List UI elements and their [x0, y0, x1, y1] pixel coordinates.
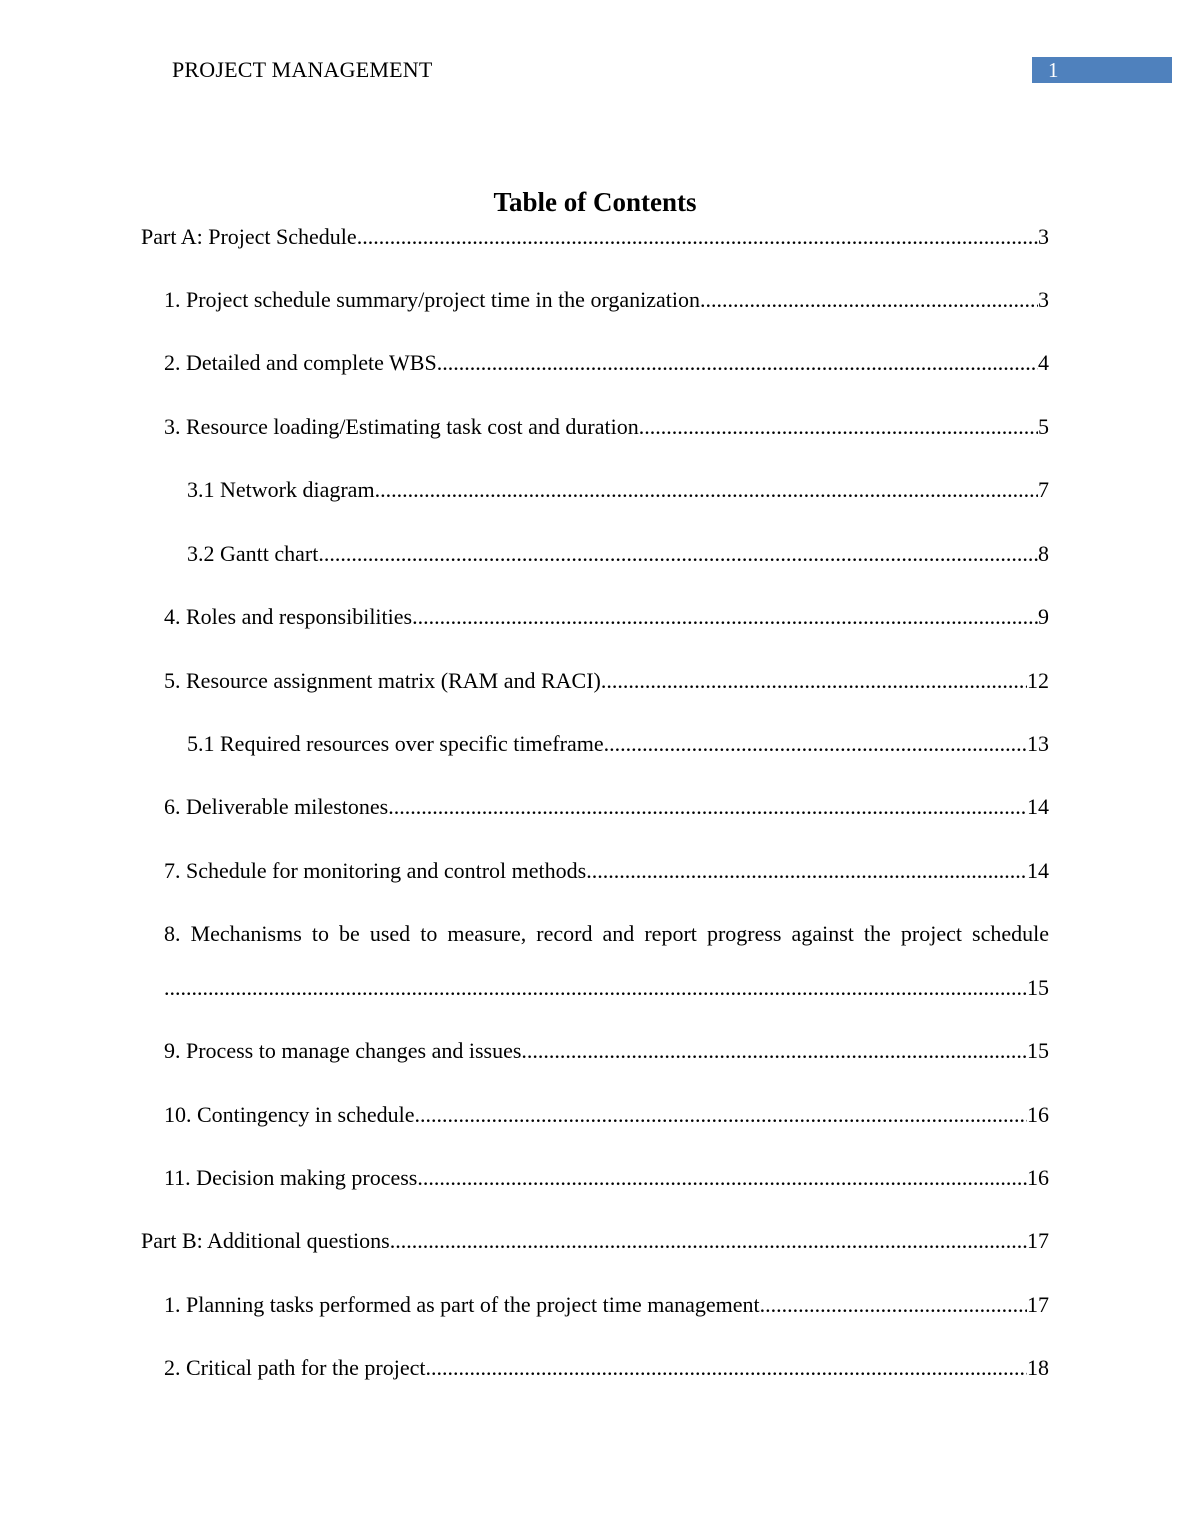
toc-entry-text: 5. Resource assignment matrix (RAM and RACI) — [164, 668, 601, 693]
toc-entry-text: 1. Project schedule summary/project time in the organization — [164, 287, 701, 312]
toc-leader-dots — [417, 1163, 1027, 1193]
page-number: 1 — [1048, 58, 1059, 82]
toc-entry-text: Part A: Project Schedule — [141, 224, 357, 249]
toc-entry-page: 16 — [1027, 1102, 1049, 1127]
toc-entry-text: 10. Contingency in schedule — [164, 1102, 415, 1127]
toc-entry-page: 12 — [1027, 668, 1049, 693]
toc-entry-a9[interactable] — [164, 1036, 1049, 1066]
toc-entry-page: 3 — [1038, 287, 1049, 312]
toc-leader-dots — [604, 729, 1027, 759]
toc-entry-text: 3. Resource loading/Estimating task cost and duration — [164, 414, 639, 439]
toc-leader-dots — [425, 1353, 1027, 1383]
toc-entry-text: 6. Deliverable milestones — [164, 794, 389, 819]
toc-entry-a10[interactable] — [164, 1100, 1049, 1130]
toc-entry-a2[interactable] — [164, 348, 1049, 378]
running-header-title: PROJECT MANAGEMENT — [172, 57, 433, 82]
toc-entry-text: 3.1 Network diagram — [187, 477, 375, 502]
toc-entry-text: 9. Process to manage changes and issues — [164, 1038, 522, 1063]
toc-entry-a11[interactable] — [164, 1163, 1049, 1193]
toc-leader-dots — [388, 792, 1027, 822]
toc-entry-text: 11. Decision making process — [164, 1165, 418, 1190]
toc-entry-text: 3.2 Gantt chart — [187, 541, 319, 566]
toc-entry-a3[interactable] — [164, 412, 1049, 442]
toc-leader-dots — [412, 602, 1038, 632]
toc-entry-page: 8 — [1038, 541, 1049, 566]
toc-entry-a6[interactable] — [164, 792, 1049, 822]
toc-entry-b1[interactable] — [164, 1290, 1049, 1320]
toc-entry-a4[interactable] — [164, 602, 1049, 632]
toc-entry-page: 5 — [1038, 414, 1049, 439]
toc-leader-dots — [437, 348, 1038, 378]
toc-leader-dots — [415, 1100, 1027, 1130]
toc-entry-text: 1. Planning tasks performed as part of the project time management — [164, 1292, 760, 1317]
toc-leader-dots — [639, 412, 1038, 442]
toc-entry-a3-2[interactable] — [187, 539, 1049, 569]
toc-entry-page: 14 — [1027, 858, 1049, 883]
toc-leader-dots — [601, 666, 1027, 696]
toc-entry-a8[interactable] — [164, 919, 1049, 949]
toc-entry-text: 5.1 Required resources over specific timeframe — [187, 731, 604, 756]
toc-entry-a5[interactable] — [164, 666, 1049, 696]
toc-entry-text: 4. Roles and responsibilities — [164, 604, 413, 629]
toc-entry-text: 8. Mechanisms to be used to measure, record and report progress against the project schedule — [164, 921, 1049, 946]
toc-leader-dots — [164, 973, 1027, 1003]
toc-entry-page: 17 — [1027, 1292, 1049, 1317]
toc-entry-page: 7 — [1038, 477, 1049, 502]
toc-leader-dots — [521, 1036, 1027, 1066]
toc-entry-a1[interactable] — [164, 285, 1049, 315]
toc-entry-page: 9 — [1038, 604, 1049, 629]
toc-entry-page: 13 — [1027, 731, 1049, 756]
toc-entry-text: 2. Detailed and complete WBS — [164, 350, 437, 375]
page-number-badge — [1032, 57, 1172, 83]
toc-entry-a8-continuation[interactable] — [164, 973, 1049, 1003]
toc-heading: Table of Contents — [493, 187, 697, 217]
toc-entry-page: 4 — [1038, 350, 1049, 375]
toc-leader-dots — [375, 475, 1038, 505]
toc-leader-dots — [760, 1290, 1027, 1320]
toc-entry-text: 7. Schedule for monitoring and control methods — [164, 858, 587, 883]
toc-entry-a3-1[interactable] — [187, 475, 1049, 505]
toc-entry-a7[interactable] — [164, 856, 1049, 886]
toc-entry-part-a[interactable] — [141, 222, 1049, 252]
toc-leader-dots — [390, 1226, 1027, 1256]
toc-entry-page: 16 — [1027, 1165, 1049, 1190]
toc-entry-page: 3 — [1038, 224, 1049, 249]
toc-entry-b2[interactable] — [164, 1353, 1049, 1383]
toc-leader-dots — [700, 285, 1038, 315]
toc-leader-dots — [586, 856, 1027, 886]
toc-entry-text: Part B: Additional questions — [141, 1228, 390, 1253]
toc-entry-page: 17 — [1027, 1228, 1049, 1253]
toc-entry-page: 18 — [1027, 1355, 1049, 1380]
toc-entry-part-b[interactable] — [141, 1226, 1049, 1256]
toc-leader-dots — [357, 222, 1038, 252]
toc-entry-text: 2. Critical path for the project — [164, 1355, 426, 1380]
toc-leader-dots — [318, 539, 1038, 569]
toc-entry-page: 15 — [1027, 975, 1049, 1000]
toc-entry-page: 14 — [1027, 794, 1049, 819]
toc-entry-a5-1[interactable] — [187, 729, 1049, 759]
toc-entry-page: 15 — [1027, 1038, 1049, 1063]
